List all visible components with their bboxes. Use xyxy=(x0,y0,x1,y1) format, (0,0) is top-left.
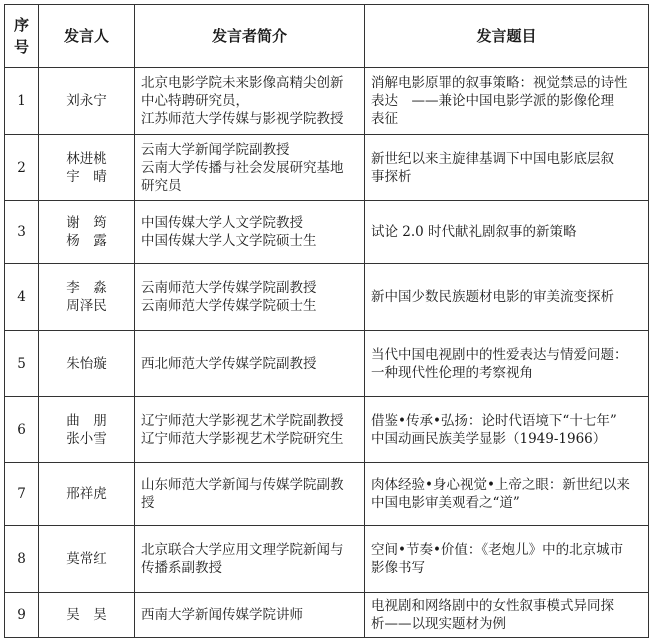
header-no xyxy=(5,5,39,68)
row-number: 2 xyxy=(5,135,39,201)
speaker-name: 朱怡璇 xyxy=(66,355,107,372)
row-number: 1 xyxy=(5,68,39,135)
table-row xyxy=(5,463,649,526)
row-number: 9 xyxy=(5,593,39,638)
topic-cell xyxy=(365,264,649,331)
speaker-name: 莫常红 xyxy=(66,551,107,567)
profile-line: 中心特聘研究员， xyxy=(141,93,249,109)
profile-line: 西南大学新闻传媒学院讲师 xyxy=(141,607,303,623)
speaker-name: 宇 晴 xyxy=(66,168,107,185)
topic-cell xyxy=(365,68,649,135)
speaker-cell xyxy=(39,397,135,463)
topic-line: 电视剧和网络剧中的女性叙事模式异同探 xyxy=(371,598,614,614)
speaker-cell xyxy=(39,463,135,526)
speaker-name: 邢祥虎 xyxy=(66,486,107,502)
row-number: 4 xyxy=(5,264,39,331)
table-row xyxy=(5,264,649,331)
speaker-cell xyxy=(39,201,135,264)
topic-line: 事探析 xyxy=(371,168,412,185)
speaker-name: 谢 筠 xyxy=(66,215,107,231)
profile-cell xyxy=(135,526,365,593)
topic-line: 空间•节奏•价值：《老炮儿》中的北京城市 xyxy=(371,542,624,558)
topic-line: 借鉴•传承•弘扬：论时代语境下“十七年” xyxy=(371,412,617,429)
profile-cell xyxy=(135,397,365,463)
row-number: 3 xyxy=(5,201,39,264)
profile-line: 云南大学新闻学院副教授 xyxy=(141,141,290,158)
profile-line: 授 xyxy=(141,495,155,511)
topic-cell xyxy=(365,463,649,526)
topic-cell xyxy=(365,397,649,463)
row-number: 6 xyxy=(5,397,39,463)
profile-line: 江苏师范大学传媒与影视学院教授 xyxy=(141,111,344,127)
profile-line: 北京联合大学应用文理学院新闻与 xyxy=(141,542,344,558)
header-speaker: 发言人 xyxy=(39,5,135,68)
profile-cell xyxy=(135,135,365,201)
topic-cell xyxy=(365,201,649,264)
table-row xyxy=(5,331,649,397)
table-row xyxy=(5,593,649,638)
header-no-line2: 号 xyxy=(13,38,29,56)
speaker-name: 李 淼 xyxy=(66,280,107,296)
profile-line: 辽宁师范大学影视艺术学院研究生 xyxy=(141,430,344,447)
table-row xyxy=(5,526,649,593)
table-row xyxy=(5,68,649,135)
row-number: 5 xyxy=(5,331,39,397)
table-row xyxy=(5,397,649,463)
speaker-name: 吴 昊 xyxy=(66,607,107,623)
profile-cell xyxy=(135,331,365,397)
profile-cell xyxy=(135,264,365,331)
row-number: 7 xyxy=(5,463,39,526)
topic-line: 肉体经验•身心视觉•上帝之眼：新世纪以来 xyxy=(371,477,630,493)
profile-line: 中国传媒大学人文学院硕士生 xyxy=(141,233,317,249)
topic-line: 表达 ——兼论中国电影学派的影像伦理 xyxy=(371,93,614,109)
topic-line: 新世纪以来主旋律基调下中国电影底层叙 xyxy=(371,150,614,167)
profile-cell xyxy=(135,593,365,638)
speaker-name: 曲 朋 xyxy=(66,412,107,429)
topic-cell xyxy=(365,593,649,638)
profile-line: 云南师范大学传媒学院硕士生 xyxy=(141,298,317,314)
table-row xyxy=(5,135,649,201)
profile-line: 研究员 xyxy=(141,177,182,194)
profile-line: 山东师范大学新闻与传媒学院副教 xyxy=(141,477,344,493)
speaker-cell xyxy=(39,68,135,135)
speaker-name: 林进桃 xyxy=(66,150,107,167)
speaker-name: 刘永宁 xyxy=(66,93,107,109)
row-number: 8 xyxy=(5,526,39,593)
topic-line: 表征 xyxy=(371,111,398,127)
topic-cell xyxy=(365,135,649,201)
speaker-cell xyxy=(39,593,135,638)
profile-line: 云南师范大学传媒学院副教授 xyxy=(141,280,317,296)
speaker-cell xyxy=(39,135,135,201)
profile-cell xyxy=(135,68,365,135)
speaker-cell xyxy=(39,526,135,593)
table-row xyxy=(5,201,649,264)
topic-line: 试论 2.0 时代献礼剧叙事的新策略 xyxy=(371,224,577,240)
profile-line: 辽宁师范大学影视艺术学院副教授 xyxy=(141,412,344,429)
topic-line: 影像书写 xyxy=(371,560,425,576)
header-no-line1: 序 xyxy=(13,16,29,34)
header-row xyxy=(5,5,649,68)
topic-line: 新中国少数民族题材电影的审美流变探析 xyxy=(371,289,614,305)
topic-cell xyxy=(365,526,649,593)
profile-line: 云南大学传播与社会发展研究基地 xyxy=(141,159,344,176)
profile-line: 中国传媒大学人文学院教授 xyxy=(141,215,303,231)
speakers-table xyxy=(4,4,649,638)
profile-line: 传播系副教授 xyxy=(141,560,222,576)
speaker-name: 周泽民 xyxy=(66,298,107,314)
speaker-cell xyxy=(39,264,135,331)
header-profile: 发言者简介 xyxy=(135,5,365,68)
profile-line: 北京电影学院未来影像高精尖创新 xyxy=(141,75,344,91)
topic-line: 中国动画民族美学显影（1949-1966） xyxy=(371,430,607,447)
topic-line: 中国电影审美观看之“道” xyxy=(371,495,520,511)
topic-line: 一种现代性伦理的考察视角 xyxy=(371,364,533,381)
profile-line: 西北师范大学传媒学院副教授 xyxy=(141,355,317,372)
speaker-name: 杨 露 xyxy=(66,233,107,249)
topic-line: 当代中国电视剧中的性爱表达与情爱问题： xyxy=(371,346,628,363)
speaker-cell xyxy=(39,331,135,397)
profile-cell xyxy=(135,201,365,264)
profile-cell xyxy=(135,463,365,526)
speaker-name: 张小雪 xyxy=(66,430,107,447)
topic-cell xyxy=(365,331,649,397)
topic-line: 析——以现实题材为例 xyxy=(371,616,506,632)
header-topic: 发言题目 xyxy=(365,5,649,68)
topic-line: 消解电影原罪的叙事策略：视觉禁忌的诗性 xyxy=(371,75,628,91)
